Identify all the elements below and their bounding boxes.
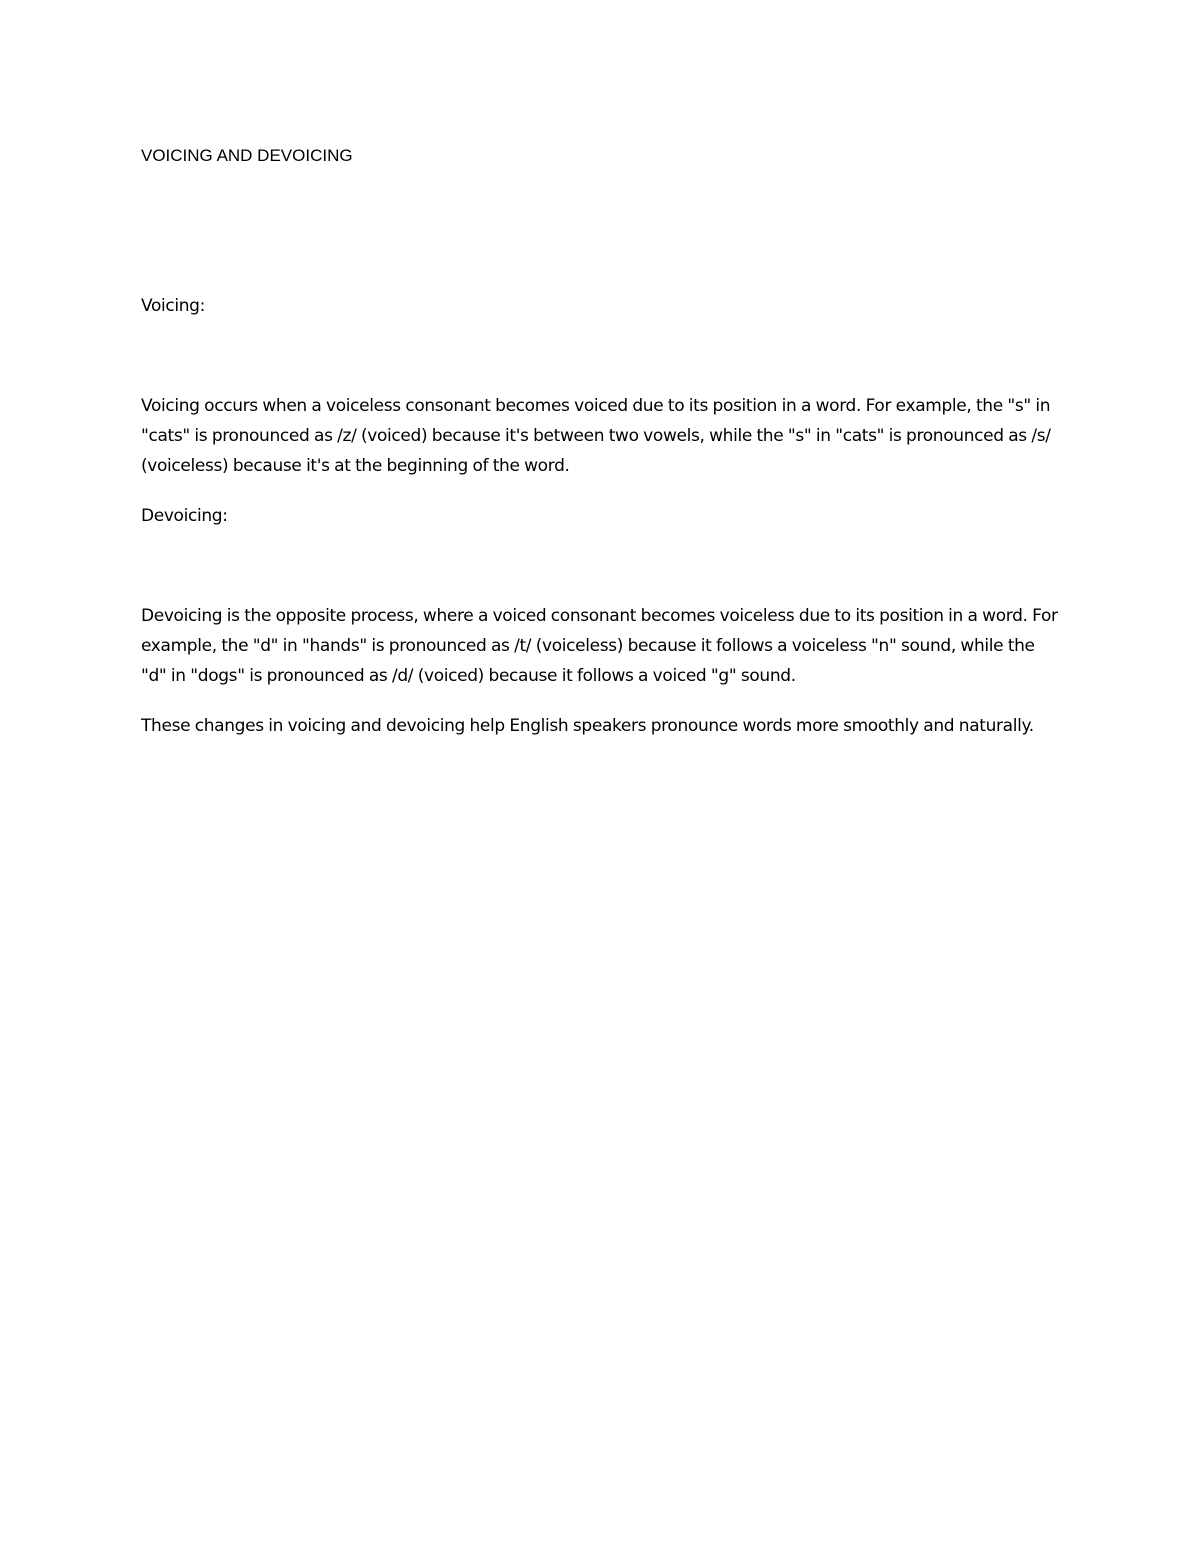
section-heading-devoicing: Devoicing: (141, 506, 228, 526)
conclusion-paragraph: These changes in voicing and devoicing help English speakers pronounce words more smoothly and naturally. (141, 716, 1034, 736)
document-title: VOICING AND DEVOICING (141, 146, 353, 165)
section-heading-voicing: Voicing: (141, 296, 205, 316)
section-paragraph-devoicing: Devoicing is the opposite process, where a voiced consonant becomes voiceless due to its position in a word. For example, the "d" in "hands" is pronounced as /t/ (voiceless) because it follows a voiceless "n" sound, while the "d" in "dogs" is pronounced as /d/ (voiced) because it follows a voiced "g" sound. (141, 606, 1058, 686)
section-paragraph-voicing: Voicing occurs when a voiceless consonant becomes voiced due to its position in a word. For example, the "s" in "cats" is pronounced as /z/ (voiced) because it's between two vowels, while the "s" in "cats" is pronounced as /s/ (voiceless) because it's at the beginning of the word. (141, 396, 1051, 476)
